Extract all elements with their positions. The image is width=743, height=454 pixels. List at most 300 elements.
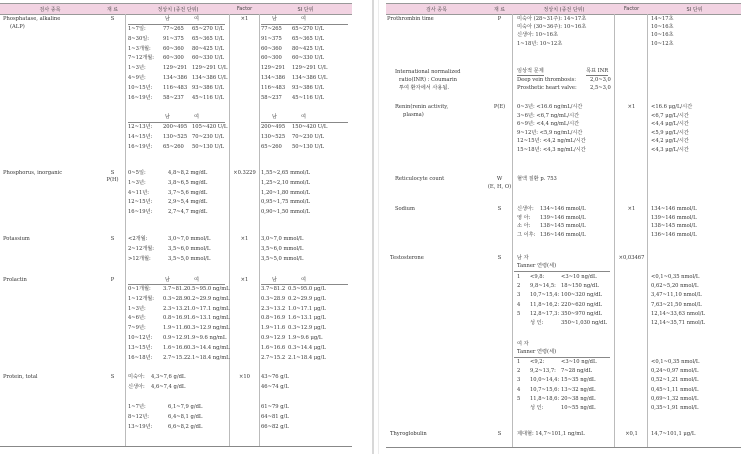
female-value: 1.0~17.1 ng/mL [187, 305, 230, 312]
age-range: 11,8~16,2: [530, 301, 560, 308]
value: 6,1~7,9 g/dL [168, 404, 203, 410]
value: 350~1,030 ng/dL [561, 320, 607, 326]
value: 3,5~5,0 mmol/L [168, 255, 211, 262]
age-range: 12,8~17,3: [530, 310, 560, 317]
age-range: <2개월: [128, 236, 148, 242]
age-range: 영 아: [517, 214, 531, 221]
inr-target-header: 목표 INR [586, 68, 609, 74]
column-divider [125, 14, 126, 446]
si-value: 10~16초 [651, 32, 674, 39]
value: 4,3~7,6 g/dL [151, 374, 186, 380]
si-value: <4,2 μg/L/시간 [651, 138, 689, 145]
age-range: 7~12개월: [128, 55, 155, 62]
si-female-value: 150~420 U/L [292, 124, 328, 130]
si-value: 0,69~1,32 nmol/L [651, 395, 699, 402]
specimen: S [110, 16, 115, 22]
age-range: 10,0~14,4: [530, 377, 560, 384]
si-subheader-rule [261, 122, 348, 123]
age-range: 미숙아: [128, 374, 145, 380]
value: 138~145 mmol/L [540, 223, 586, 230]
si-male-label: 남 [272, 277, 278, 283]
table-bottom-rule [386, 447, 741, 448]
si-female-value: 93~386 U/L [292, 84, 325, 91]
tanner-stage: 3 [517, 377, 521, 384]
female-value: 70~230 U/L [192, 133, 225, 140]
test-name: Renin(renin activity, [395, 104, 449, 110]
value: 3,8~6,5 mg/dL [168, 179, 208, 186]
age-range: 16~19년: [128, 209, 153, 216]
value: 220~620 ng/dL [561, 301, 602, 308]
si-value: 134~146 mmol/L [651, 206, 697, 212]
female-value: 134~386 U/L [192, 75, 228, 81]
si-value: <4,3 μg/L/시간 [651, 147, 689, 153]
value: 20~38 ng/dL [561, 395, 596, 402]
value: 미숙아 (30~36주): 10~16초 [517, 24, 587, 31]
age-range: 14~15년: [128, 133, 153, 140]
value: 0~3년: <16.6 ng/mL/시간 [517, 104, 583, 110]
value: 4,6~7,4 g/dL [151, 383, 186, 390]
age-range: 4~11년: [128, 189, 150, 196]
factor: ×1 [627, 206, 636, 212]
test-name: International normalized [395, 69, 461, 75]
test-name: Phosphatase, alkaline [3, 16, 61, 22]
si-value: 10~12초 [651, 40, 674, 47]
specimen: S [497, 431, 502, 437]
value: 2,7~4,7 mg/dL [168, 209, 208, 216]
si-male-value: 134~386 [261, 75, 286, 81]
subheader-rule [128, 122, 225, 123]
si-value: 0,35~1,91 nmol/L [651, 405, 699, 411]
female-value: 50~130 U/L [192, 143, 225, 150]
si-female-label: 여 [301, 277, 307, 283]
si-value: <0,1~0,35 nmol/L [651, 359, 700, 365]
value: 18~150 ng/dL [561, 283, 599, 290]
reference-value: 혈액 질환 p. 753 [517, 176, 557, 182]
test-name-abbr: (ALP) [10, 24, 25, 30]
si-value: 0,24~0,97 nmol/L [651, 368, 699, 375]
age-range: 13~15년: [128, 344, 153, 351]
male-value: 60~360 [163, 45, 184, 52]
left-page [0, 0, 352, 454]
male-value: 3.7~81.2 [163, 286, 188, 292]
female-value: 129~291 U/L [192, 65, 228, 72]
si-female-value: 50~130 U/L [292, 143, 325, 150]
si-value: 0,52~1,21 nmol/L [651, 377, 699, 384]
age-range: 성 인: [530, 405, 544, 411]
si-female-value: 65~270 U/L [292, 26, 325, 32]
age-range: 10,7~15,6: [530, 386, 560, 393]
column-divider [647, 14, 648, 447]
age-range: 8~30일: [128, 35, 150, 42]
si-male-label: 남 [272, 16, 278, 22]
specimen: S [110, 236, 115, 242]
specimen: S [110, 374, 115, 380]
male-value: 200~495 [163, 124, 188, 130]
si-male-value: 2.3~13.2 [261, 305, 286, 312]
si-value: 0,62~5,20 nmol/L [651, 283, 699, 290]
si-female-value: 45~116 U/L [292, 94, 325, 101]
page-gutter [372, 0, 374, 454]
value: 2,9~5,4 mg/dL [168, 199, 208, 206]
age-range: 10~12년: [128, 335, 153, 341]
tanner-stage: 4 [517, 301, 521, 308]
age-range: 0~1개월: [128, 286, 151, 292]
age-range: 10~15년: [128, 84, 153, 91]
age-range: 12~13년: [128, 124, 153, 130]
si-male-value: 60~300 [261, 55, 282, 62]
si-value: <4,4 μg/L/시간 [651, 121, 689, 128]
si-value: 12,14~33,63 nmol/L [651, 310, 705, 317]
male-value: 2.3~13.2 [163, 305, 188, 312]
si-male-label: 남 [272, 114, 278, 120]
age-range: 성 인: [530, 320, 544, 326]
female-label: 여 [194, 16, 200, 22]
factor: ×1 [240, 277, 249, 283]
subheader-rule [128, 24, 225, 25]
tanner-stage: 1 [517, 359, 521, 365]
tanner-stage: 1 [517, 274, 521, 280]
tanner-stage: 5 [517, 310, 521, 317]
test-name: Potassium [3, 236, 30, 242]
age-range: 1~7일: [128, 26, 146, 32]
age-range: 9,8~14,5: [530, 283, 556, 290]
female-label: 여 [194, 277, 200, 283]
age-range: 13~19년: [128, 423, 153, 430]
target-inr: 2,0~3,0 [590, 77, 611, 83]
specimen: (E, H, O) [487, 184, 512, 190]
specimen: P [110, 277, 115, 283]
si-female-value: 129~291 U/L [292, 65, 328, 72]
male-value: 116~483 [163, 84, 188, 91]
si-male-value: 60~360 [261, 45, 282, 52]
test-name: Sodium [395, 206, 415, 212]
female-value: 0.5~95.0 ng/mL [187, 286, 230, 292]
si-female-label: 여 [301, 16, 307, 22]
value: 4,8~8,2 mg/dL [168, 170, 208, 176]
value: 7~28 ng/dL [561, 368, 593, 375]
age-range: 그 이후: [517, 231, 536, 238]
si-value: 1,25~2,10 mmol/L [261, 179, 310, 186]
si-value: 10~16초 [651, 24, 674, 31]
test-name: Protein, total [3, 374, 38, 380]
si-subheader-rule [261, 24, 348, 25]
si-value: 0,45~1,11 nmol/L [651, 386, 699, 393]
male-value: 65~260 [163, 143, 184, 150]
age-range: 1~3년: [128, 305, 146, 312]
age-range: 소 아: [517, 223, 531, 230]
value: <3~10 ng/dL [561, 274, 597, 280]
value: 12~15년: <4,2 ng/mL/시간 [517, 138, 586, 145]
inr-condition-header: 임상적 문제 [517, 68, 544, 74]
tanner-stage: 4 [517, 386, 521, 393]
male-label: 남 [165, 277, 171, 283]
specimen: S [497, 255, 502, 261]
age-range: 4~9년: [128, 75, 146, 81]
tanner-stage: 3 [517, 292, 521, 299]
table-header [386, 3, 741, 15]
value: 신생아: 10~16초 [517, 32, 558, 39]
column-divider [259, 14, 260, 446]
si-female-value: 60~330 U/L [292, 55, 325, 62]
factor: ×1 [627, 104, 636, 110]
specimen: P [497, 16, 502, 22]
test-name: Prolactin [3, 277, 27, 283]
si-subheader-rule [261, 284, 348, 285]
value: 139~146 mmol/L [540, 214, 586, 221]
si-male-value: 2.7~15.2 [261, 354, 286, 361]
male-value: 134~386 [163, 75, 188, 81]
si-male-value: 130~525 [261, 133, 286, 140]
header-test: 검사 종목 [426, 7, 447, 13]
si-male-value: 1.6~16.6 [261, 344, 286, 351]
age-range: 16~18년: [128, 354, 153, 361]
si-female-value: 2.1~18.4 μg/L [288, 354, 326, 361]
si-female-value: 0.3~14.4 μg/L [288, 344, 326, 351]
si-female-label: 여 [301, 114, 307, 120]
value: <3~10 ng/dL [561, 359, 597, 365]
value: 미숙아 (28~31주): 14~17초 [517, 16, 587, 22]
age-range: 8~12년: [128, 413, 150, 420]
age-range: <9,2: [530, 359, 545, 365]
male-value: 2.7~15.2 [163, 354, 188, 361]
si-value: 14~17초 [651, 16, 674, 22]
test-name-line2: ratio(INR) : Coumarin [399, 77, 457, 83]
value: 3,7~5,6 mg/dL [168, 189, 208, 196]
si-value: 136~146 mmol/L [651, 231, 697, 238]
si-value: <6,7 μg/L/시간 [651, 112, 689, 119]
female-value: 65~270 U/L [192, 26, 225, 32]
female-value: 65~365 U/L [192, 35, 225, 42]
value: 350~970 ng/dL [561, 310, 602, 317]
male-value: 91~375 [163, 35, 184, 42]
si-value: 0,90~1,50 mmol/L [261, 209, 310, 216]
column-divider [614, 14, 615, 447]
specimen: P(E) [493, 104, 506, 110]
factor: ×0.3229 [233, 170, 256, 176]
header-specimen: 재 료 [106, 7, 119, 13]
si-female-value: 0.5~95.0 μg/L [288, 286, 326, 292]
female-value: 45~116 U/L [192, 94, 225, 101]
age-range: 16~19년: [128, 143, 153, 150]
female-label: 여 자 [517, 341, 529, 347]
age-range: 9,2~13,7: [530, 368, 556, 375]
age-range: 10,7~15,4: [530, 292, 560, 299]
age-range: 0~5일: [128, 170, 146, 176]
si-value: 3,5~5,0 mmol/L [261, 255, 304, 262]
value: 6,6~8,2 g/dL [168, 423, 203, 430]
test-name: Testosterone [390, 255, 424, 261]
female-label: 여 [194, 114, 200, 120]
tanner-stage: 5 [517, 395, 521, 402]
tanner-label: Tanner 연령(세) [517, 263, 557, 269]
test-name: Prothrombin time [387, 16, 434, 22]
header-normal: 정상치 (종전 단위) [543, 7, 585, 13]
header-si: SI 단위 [297, 7, 314, 13]
age-range: 1~12개월: [128, 295, 155, 302]
si-female-value: 0.2~29.9 μg/L [288, 295, 326, 302]
clinical-condition: Prosthetic heart valve: [517, 85, 577, 92]
age-range: 1~3년: [128, 65, 146, 72]
male-value: 60~300 [163, 55, 184, 62]
si-male-value: 1.9~11.6 [261, 325, 286, 332]
tanner-stage: 2 [517, 368, 521, 375]
reference-value: 제대혈: 14,7~101,1 ng/mL [517, 431, 585, 437]
value: 10~55 ng/dL [561, 405, 596, 411]
age-range: 1~3년: [128, 179, 146, 186]
male-value: 58~237 [163, 94, 184, 101]
subheader-rule [514, 357, 610, 358]
si-female-value: 80~425 U/L [292, 45, 325, 52]
target-inr: 2,5~3,0 [590, 85, 611, 92]
clinical-condition: Deep vein thrombosis: [517, 77, 577, 83]
si-male-value: 116~483 [261, 84, 286, 91]
subheader-rule [128, 284, 225, 285]
female-value: 60~330 U/L [192, 55, 225, 62]
specimen: W [496, 176, 503, 182]
value: 13~32 ng/dL [561, 386, 596, 393]
si-male-value: 0.8~16.9 [261, 315, 286, 322]
si-value: <0,1~0,35 nmol/L [651, 274, 700, 280]
age-range: 2~12개월: [128, 245, 155, 252]
si-male-value: 65~260 [261, 143, 282, 150]
si-value: 66~82 g/L [261, 423, 289, 430]
test-name: Thyroglobulin [390, 431, 427, 437]
value: 1~18년: 10~12초 [517, 40, 563, 47]
right-page [386, 0, 743, 454]
si-value: 7,63~21,50 nmol/L [651, 301, 702, 308]
si-value: 46~74 g/L [261, 383, 289, 390]
page-gutter-shadow [378, 0, 379, 454]
male-value: 0.3~28.9 [163, 295, 188, 302]
si-value: 3,5~6,0 mmol/L [261, 245, 304, 252]
factor: ×0,1 [625, 431, 638, 437]
age-range: 1~3개월: [128, 45, 151, 52]
age-range: <9,8: [530, 274, 545, 280]
value: 15~35 ng/dL [561, 377, 596, 384]
si-value: 12,14~35,71 nmol/L [651, 320, 705, 326]
si-value: 0,95~1,75 mmol/L [261, 199, 310, 206]
age-range: 4~6년: [128, 315, 146, 322]
header-factor: Factor [236, 6, 253, 12]
specimen: S [110, 170, 115, 176]
si-male-value: 3.7~81.2 [261, 286, 286, 292]
factor: ×0,03467 [618, 255, 645, 261]
si-value: 64~81 g/L [261, 413, 289, 420]
value: 15~18년: <4,3 ng/mL/시간 [517, 147, 586, 153]
si-value: 3,47~11,10 nmol/L [651, 292, 702, 299]
value: 6~9년: <4,4 ng/mL/시간 [517, 121, 580, 128]
age-range: 12~15년: [128, 199, 153, 206]
factor: ×1 [240, 16, 249, 22]
table-bottom-rule [0, 446, 352, 447]
female-value: 80~425 U/L [192, 45, 225, 52]
header-factor: Factor [623, 6, 640, 12]
si-male-value: 0.9~12.9 [261, 335, 286, 341]
header-test: 검사 종목 [39, 7, 61, 13]
female-value: 1.9~9.6 ng/mL [187, 335, 227, 341]
si-value: 139~146 mmol/L [651, 214, 697, 221]
value: 9~12년: <5,9 ng/mL/시간 [517, 129, 583, 136]
si-value: 61~79 g/L [261, 404, 289, 410]
value: 100~320 ng/dL [561, 292, 602, 299]
test-name-line2: plasma) [403, 112, 424, 118]
si-female-value: 1.6~13.1 μg/L [288, 315, 326, 322]
si-value: 138~145 mmol/L [651, 223, 697, 230]
si-value: 43~76 g/L [261, 374, 289, 380]
si-male-value: 200~495 [261, 124, 286, 130]
age-range: >12개월: [128, 255, 151, 262]
si-male-value: 77~265 [261, 26, 282, 32]
female-value: 0.3~12.9 ng/mL [187, 325, 230, 332]
male-value: 0.9~12.9 [163, 335, 188, 341]
header-normal: 정상치 (종전 단위) [157, 7, 199, 13]
age-range: 16~19년: [128, 94, 153, 101]
test-name: Phosphorus, inorganic [3, 170, 63, 176]
column-divider [512, 14, 513, 447]
female-value: 0.3~14.4 ng/mL [187, 344, 230, 351]
si-female-value: 70~230 U/L [292, 133, 325, 140]
male-value: 130~525 [163, 133, 188, 140]
female-value: 105~420 U/L [192, 124, 228, 130]
value: 136~146 mmol/L [540, 231, 586, 238]
si-value: <5,9 μg/L/시간 [651, 129, 689, 136]
male-label: 남 자 [517, 255, 529, 261]
male-label: 남 [165, 16, 171, 22]
male-value: 0.8~16.9 [163, 315, 188, 322]
value: 134~146 mmol/L [540, 206, 586, 212]
age-range: 신생아: [517, 206, 534, 212]
si-female-value: 1.0~17.1 μg/L [288, 305, 326, 312]
si-female-value: 134~386 U/L [292, 75, 328, 81]
value: 3,5~6,0 mmol/L [168, 245, 211, 252]
factor: ×1 [240, 236, 249, 242]
si-female-value: 0.3~12.9 μg/L [288, 325, 326, 332]
age-range: 7~9년: [128, 325, 146, 332]
subheader-rule [514, 271, 610, 272]
female-value: 2.1~18.4 ng/mL [187, 354, 230, 361]
si-male-value: 0.3~28.9 [261, 295, 286, 302]
si-male-value: 58~237 [261, 94, 282, 101]
female-value: 0.2~29.9 ng/mL [187, 295, 230, 302]
test-name-line3: 투여 환자에서 사용됨. [399, 85, 450, 91]
si-value: <16.6 μg/L/시간 [651, 104, 693, 110]
si-female-value: 1.9~9.6 μg/L [288, 335, 323, 341]
value: 3~6년: <6,7 ng/mL/시간 [517, 112, 580, 119]
female-value: 1.6~13.1 ng/mL [187, 315, 230, 322]
male-value: 77~265 [163, 26, 184, 32]
si-male-value: 91~375 [261, 35, 282, 42]
female-value: 93~386 U/L [192, 84, 225, 91]
si-value: 1,20~1,80 mmol/L [261, 189, 310, 196]
si-female-value: 65~365 U/L [292, 35, 325, 42]
tanner-label: Tanner 연령(세) [517, 349, 557, 355]
value: 3,0~7,0 mmol/L [168, 236, 211, 242]
si-value: 1,55~2,65 mmol/L [261, 170, 310, 176]
male-label: 남 [165, 114, 171, 120]
si-male-value: 129~291 [261, 65, 286, 72]
header-specimen: 재 료 [493, 7, 506, 13]
table-header [0, 3, 352, 15]
male-value: 1.9~11.6 [163, 325, 188, 332]
specimen: P(H) [106, 177, 119, 183]
si-value: 3,0~7,0 mmol/L [261, 236, 304, 242]
si-value: 14,7~101,1 μg/L [651, 431, 696, 437]
age-range: 11,8~18,6: [530, 395, 560, 402]
male-value: 1.6~16.6 [163, 344, 188, 351]
test-name: Reticulocyte count [395, 176, 445, 182]
factor: ×10 [239, 374, 250, 380]
male-value: 129~291 [163, 65, 188, 72]
